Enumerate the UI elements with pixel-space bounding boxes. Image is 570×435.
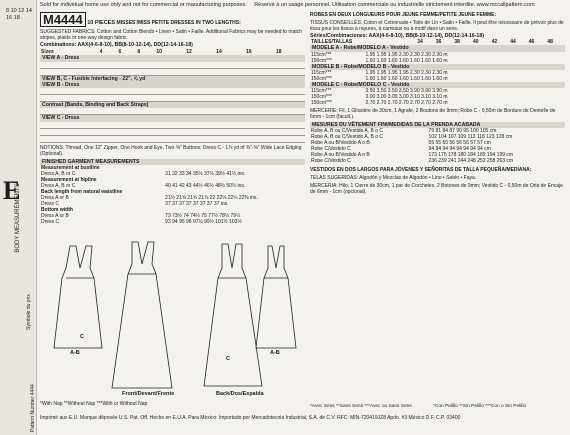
row-label: Robe A, B ou C/Vestido A, B o C [311, 134, 383, 141]
row-label: Robe A, B ou C/Vestido A, B o C [311, 128, 383, 135]
yardage-table-b [310, 70, 565, 82]
section-modele-a: MODELE A - Robe/MODELO A - Vestido [310, 45, 565, 51]
row-values: 93 94 95 96 97½ 99½ 101½ 103½ [165, 219, 242, 226]
table-row [40, 95, 305, 102]
row-label: Dress C [41, 201, 60, 208]
nap-notes-intl [310, 404, 565, 409]
row-label: Dress A, B or C [41, 183, 76, 190]
row-values: 3.50 3.50 3.50 3.50 3.90 3.90 3.90 m [365, 88, 448, 95]
title-fr: ROBES EN DEUX LONGUEURS POUR JEUNE FEMME/PETITE JEUNE FEMME: [310, 12, 497, 18]
label-ab-back: A-B [270, 350, 280, 356]
finished-measurements-table [40, 165, 305, 225]
technical-drawings [40, 238, 305, 408]
table-row [40, 88, 305, 95]
label-ab-front: A-B [70, 350, 80, 356]
yardage-table-a [310, 52, 565, 64]
row-label: Dress C [41, 219, 60, 226]
section-modele-b: MODELE B - Robe/MODELO B - Vestido [310, 64, 565, 70]
section-view-a: VIEW A - Dress [40, 55, 305, 61]
suggested-fabrics: SUGGESTED FABRICS: Cotton and Cotton Blends • Linen • Satin • Faille. Additional Fabrics may be needed to match stripes, plaids or one-way design fabric. [40, 29, 303, 41]
row-values: 73 73½ 74 74½ 75 77½ 78½ 79½ [165, 213, 241, 220]
size-col: 4 [99, 49, 103, 56]
section-interfacing: VIEW B, C - Fusible Interfacing - 22", ⅝ yd [40, 76, 305, 82]
size-header: TAILLES/TALLAS [311, 39, 353, 46]
size-col: 46 [528, 39, 535, 46]
spine-pattern-number: Pattern Number 4444 [30, 384, 36, 432]
pieces-count: 10 PIECES [87, 20, 116, 26]
row-label: Measurement at hipline [41, 177, 97, 184]
row-label: Bottom width [41, 207, 73, 214]
table-row [40, 219, 305, 225]
section-view-b: VIEW B - Dress [40, 82, 305, 88]
row-label: Robe C/Vestido C [311, 158, 351, 165]
row-label: Dress A, B or C [41, 171, 76, 178]
size-header: Sizes [41, 49, 54, 56]
table-row [310, 100, 565, 106]
table-row [40, 108, 305, 115]
row-values: 55 55 55 56 56 56 57 57 cm [428, 140, 491, 147]
dress-back-ab-drawing [256, 246, 296, 348]
nap-note-es: *Con Pelillo **Sin Pelillo ***Con o Sin Pelillo [433, 404, 527, 409]
spine-measurements-label: BODY MEASUREMENTS [15, 183, 21, 253]
size-col: 6 [118, 49, 122, 56]
notice-bar [40, 2, 565, 8]
row-values: 1.95 1.95 1.95 2.30 2.30 2.30 2.30 m [365, 51, 448, 58]
fabrics-fr: TISSUS CONSEILLÉS: Coton et Cotonnade • Toile de Lin • Satin • Faille. Il peut être nécessaire de prévoir plus de tissu pour les tissus à rayures, à carreaux ou à motif dans un sens. [310, 20, 564, 32]
row-values: 94 94 94 94 94 94 94 94 cm [428, 146, 491, 153]
row-values: 1.95 1.95 1.95 1.95 2.30 2.30 2.30 m [365, 69, 448, 76]
dress-line-drawings [40, 238, 305, 408]
row-values: 3.00 3.00 3.00 3.00 3.10 3.10 3.10 m [365, 94, 448, 101]
title-en: MISSES'/MISS PETITE DRESSES IN TWO LENGTHS: [116, 20, 241, 26]
spine-strip [0, 0, 37, 435]
row-label: 150cm*** [311, 94, 332, 101]
size-col: 16 [246, 49, 252, 56]
table-row [40, 62, 305, 69]
row-label: Robe A ou B/Vestido A o B [311, 140, 370, 147]
section-contrast: Contrast (Bands, Binding and Back Straps) [40, 102, 305, 108]
row-label: 115cm*** [311, 88, 332, 95]
row-label: Robe C/Vestido C [311, 146, 351, 153]
label-c-back: C [226, 356, 230, 362]
size-col: 12 [186, 49, 192, 56]
row-label: 150cm*** [311, 57, 332, 64]
nap-note-fr: *Avec Sens **Sans Sens ***Avec ou Sans Sens [310, 404, 412, 409]
label-front: Front/Devant/Frente [122, 391, 175, 397]
size-col: 18 [276, 49, 282, 56]
row-label: Dress A or B [41, 213, 69, 220]
row-values: 2.70 2.70 2.70 2.70 2.70 2.70 2.70 m [365, 100, 448, 107]
price-symbol-label: Symbole du prix [26, 294, 32, 330]
row-values: 236 239 241 244 248 253 258 263 cm [428, 158, 514, 165]
row-values: 173 175 178 180 184 189 194 199 cm [428, 152, 514, 159]
row-values: 31 32 33 34 35½ 37½ 39½ 41½ ins. [165, 171, 246, 178]
size-col: 48 [547, 39, 553, 46]
row-label: Back length from natural waistline [41, 189, 123, 196]
row-label: 150cm*** [311, 75, 332, 82]
row-values: 1.60 1.60 1.60 1.60 1.60 1.60 1.60 m [365, 57, 448, 64]
row-values: 40 41 42 43 44½ 46½ 48½ 50½ ins. [165, 183, 246, 190]
right-column [310, 12, 565, 195]
table-row [40, 122, 305, 129]
size-col: 8 [137, 49, 141, 56]
dress-back-c-drawing [204, 244, 262, 386]
pattern-number: M4444 [40, 12, 86, 27]
nap-note-en: *With Nap **Without Nap ***With or Without Nap [40, 401, 148, 407]
row-label: 115cm*** [311, 51, 332, 58]
row-values: 21½ 21⅝ 21¾ 21⅞ 22 22⅛ 22¼ 22⅜ ins. [165, 195, 258, 202]
size-col: 44 [510, 39, 516, 46]
price-symbol-letter: E [3, 176, 21, 205]
spanish-title: VESTIDOS EN DOS LARGOS PARA JÓVENES Y SEÑORITAS DE TALLA PEQUEÑA/MEDIANA: [310, 167, 532, 174]
table-row [40, 69, 305, 76]
finished-fr-title: MESURES DU VÊTEMENT FINI/MEDIDAS DE LA PRENDA ACABADA [310, 122, 565, 128]
spanish-fabrics: TELAS SUGERIDAS: Algodón y Mezclas de Algodón • Lino • Satén • Faya. [310, 175, 477, 182]
size-col: 40 [473, 39, 479, 46]
finished-fr-table [310, 128, 565, 164]
table-row [40, 129, 305, 136]
yardage-table-c [310, 88, 565, 106]
mercerie: MERCERIE: Fil, 1 Glissière de 30cm, 1 Agrafe, 2 Boutons de 9mm; Robe C - 0,50m de Bordure de Dentelle de 6mm - 1cm (facult.). [310, 108, 556, 121]
notions: NOTIONS: Thread, One 12" Zipper, One Hook and Eye, Two ⅝" Buttons; Dress C - 1⅞ yd of ⅜"-⅝" Wide Lace Edging (Optional). [40, 144, 302, 157]
row-label: Dress A or B [41, 195, 69, 202]
row-values: 37 37 37 37 37 37 37 37 ins. [165, 201, 229, 208]
size-col: 10 [156, 49, 162, 56]
size-col: 38 [454, 39, 460, 46]
row-label: 115cm*** [311, 69, 332, 76]
section-modele-c: MODELE C - Robe/MODELO C - Vestido [310, 82, 565, 88]
size-col: 34 [417, 39, 423, 46]
row-values: 1.60 1.60 1.60 1.60 1.60 1.60 1.60 m [365, 75, 448, 82]
size-col: 36 [435, 39, 442, 46]
series: Séries/Combinaciones: AAX(4-6-8-10), BB(8-10-12-14), DD(12-14-16-18) [310, 33, 484, 39]
left-column [40, 12, 305, 225]
row-values: 79 81 84 87 90 95 100 105 cm [428, 128, 497, 135]
dress-front-c-drawing [112, 242, 172, 388]
dress-front-ab-drawing [54, 246, 102, 348]
size-col: 42 [491, 39, 498, 46]
table-row [310, 158, 565, 164]
row-label: Measurement at bustline [41, 165, 100, 172]
row-label: Robe A ou B/Vestido A o B [311, 152, 370, 159]
row-values: 102 104 107 109 113 118 123 128 cm [428, 134, 513, 141]
size-col: 14 [216, 49, 222, 56]
label-back: Back/Dos/Espalda [216, 391, 264, 397]
spine-sizes: 8 10 12 14 16 18 [6, 8, 32, 21]
table-row [40, 136, 305, 143]
finished-title: FINISHED GARMENT MEASUREMENTS [40, 159, 305, 165]
notice-en: Sold for individual home use only and not for commercial or manufacturing purposes. [40, 2, 247, 8]
footer: Imprimé aux E.U. Marque déposée U.S. Pat. Off. Hecho en E.U.A. Para México: Importado por Mercadotecnia Industrial, S.A. de C.V. RFC: MIN-720419JZ8 Apdo. #3 México D.F. C.P. 03400 [40, 415, 461, 421]
merceria: MERCERIA: Hilo, 1 Cierre de 30cm, 1 par de Corchetes, 2 Botones de 9mm; Vestido C - 0,50m de Orla de Encaje de 6mm - 1cm (opcional). [310, 183, 563, 196]
section-view-c: VIEW C - Dress [40, 115, 305, 121]
row-label: 150cm*** [311, 100, 332, 107]
notice-fr: Réservé à un usage personnel. Utilisation commerciale ou industrielle strictement interdite. www.mccallpattern.com [254, 2, 535, 8]
combinations: Combinations: AAX(4-6-8-10), BB(8-10-12-14), DD(12-14-16-18) [40, 42, 193, 48]
label-c-front: C [80, 334, 84, 340]
